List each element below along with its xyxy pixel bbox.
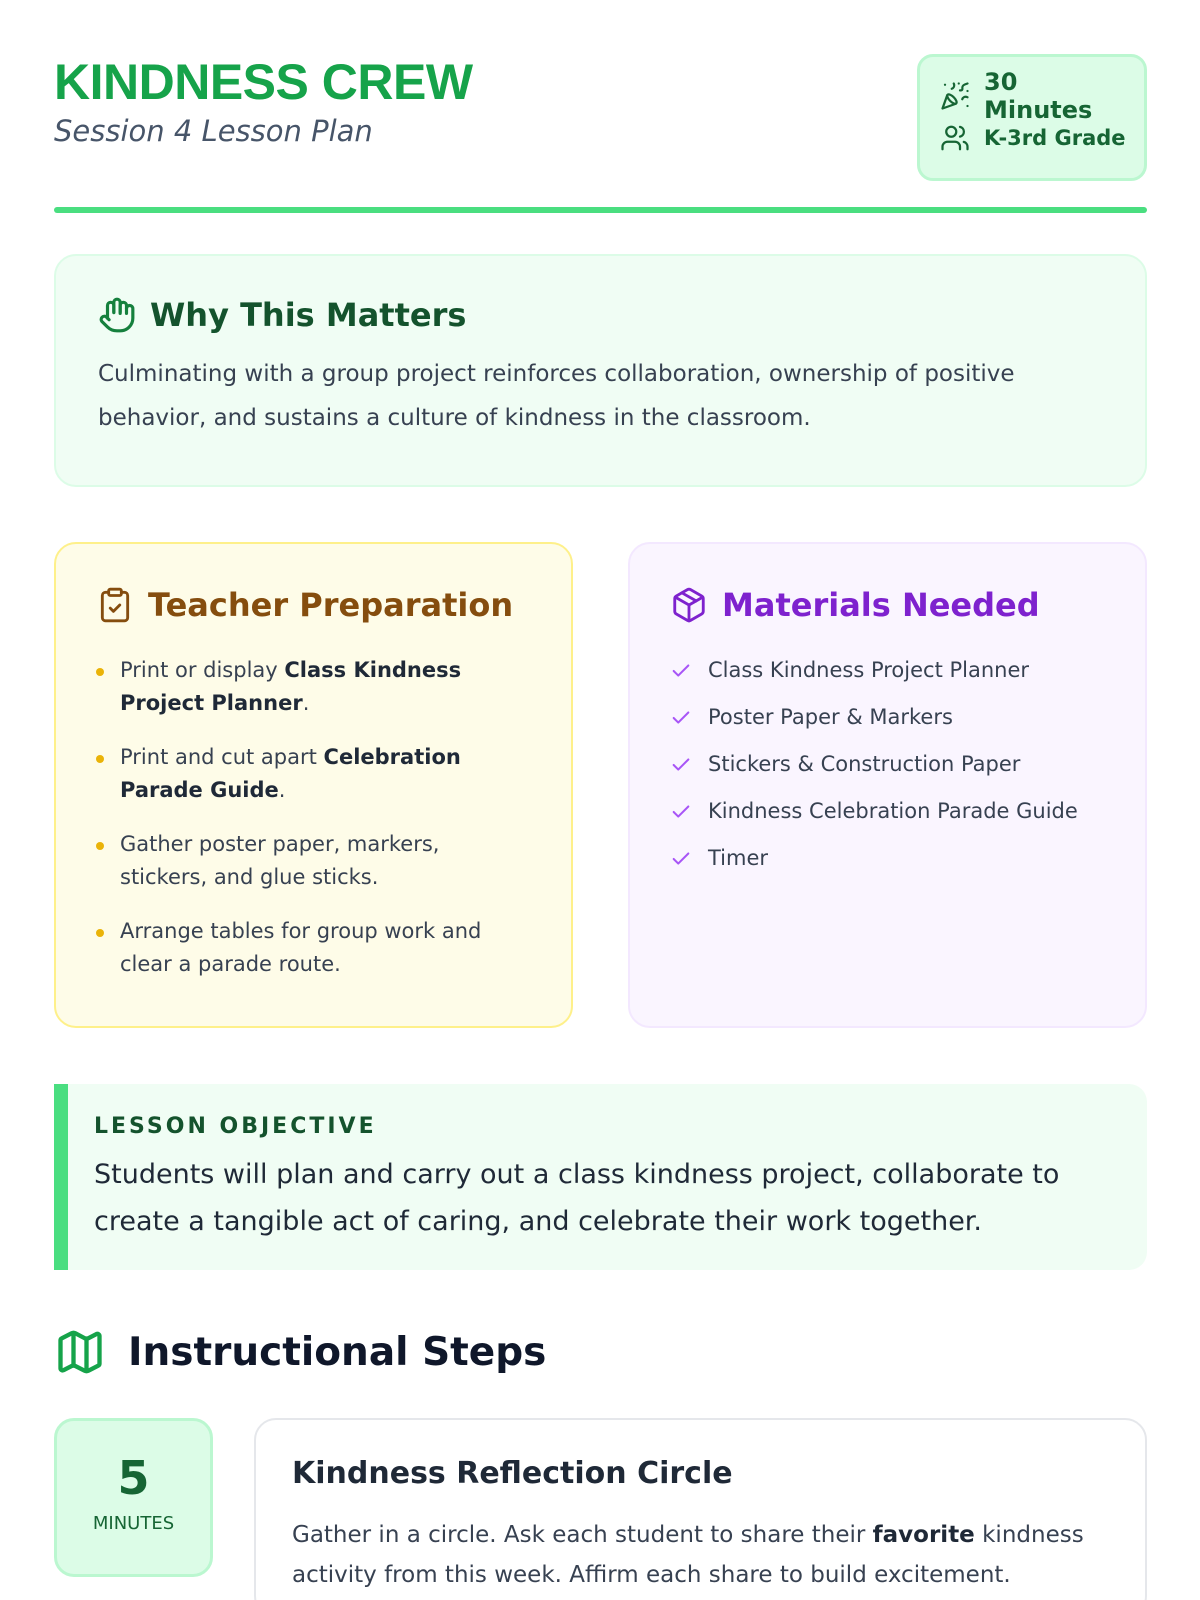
teacher-preparation-card (54, 542, 573, 1028)
grade-label: K-3rd Grade (984, 126, 1126, 150)
page-title: KINDNESS CREW (54, 54, 473, 110)
why-card-header (98, 296, 1103, 334)
objective-label: LESSON OBJECTIVE (94, 1114, 377, 1139)
prep-card-header (96, 586, 531, 624)
prep-item: Print and cut apart Celebration Parade Guide. (96, 741, 531, 807)
materials-needed-card (628, 542, 1147, 1028)
why-heading: Why This Matters (150, 296, 467, 334)
why-this-matters-card (54, 254, 1147, 487)
steps-heading: Instructional Steps (128, 1329, 547, 1375)
check-icon (670, 848, 692, 870)
prep-item: Gather poster paper, markers, stickers, and glue sticks. (96, 828, 531, 894)
page-header (54, 52, 1147, 212)
material-item: Kindness Celebration Parade Guide (670, 795, 1105, 828)
lesson-objective (54, 1084, 1147, 1270)
check-icon (670, 801, 692, 823)
prep-heading: Teacher Preparation (148, 586, 514, 624)
clipboard-check-icon (96, 586, 134, 624)
materials-card-header (670, 586, 1105, 624)
prep-item: Arrange tables for group work and clear a parade route. (96, 915, 531, 981)
header-divider (54, 207, 1147, 213)
page-subtitle: Session 4 Lesson Plan (54, 114, 373, 148)
step-minutes: 5 (117, 1451, 150, 1505)
check-icon (670, 754, 692, 776)
instructional-steps-header (54, 1326, 546, 1378)
step-card (254, 1418, 1147, 1600)
duration-row (940, 68, 1126, 124)
materials-heading: Materials Needed (722, 586, 1040, 624)
material-item: Timer (670, 842, 1105, 875)
step-duration-badge (54, 1418, 213, 1577)
material-item: Stickers & Construction Paper (670, 748, 1105, 781)
duration-label: 30 Minutes (984, 68, 1093, 124)
step-minutes-unit: MINUTES (92, 1513, 175, 1534)
check-icon (670, 707, 692, 729)
prep-item: Print or display Class Kindness Project Planner. (96, 654, 531, 720)
package-icon (670, 586, 708, 624)
step-description: Gather in a circle. Ask each student to share their favorite kindness activity from this week. Affirm each share to build excitement. (292, 1522, 1084, 1588)
session-info-badge (917, 54, 1147, 181)
map-icon (54, 1326, 106, 1378)
check-icon (670, 660, 692, 682)
step-title: Kindness Reflection Circle (292, 1456, 733, 1491)
why-body: Culminating with a group project reinforces collaboration, ownership of positive behavior, and sustains a culture of kindness in the classroom. (98, 361, 1015, 431)
party-popper-icon (940, 81, 970, 111)
material-item: Poster Paper & Markers (670, 701, 1105, 734)
hand-icon (98, 296, 136, 334)
objective-text: Students will plan and carry out a class kindness project, collaborate to create a tangible act of caring, and celebrate their work together. (94, 1159, 1060, 1237)
materials-list (670, 654, 1105, 875)
material-item: Class Kindness Project Planner (670, 654, 1105, 687)
users-icon (940, 123, 970, 153)
prep-list (96, 654, 531, 981)
